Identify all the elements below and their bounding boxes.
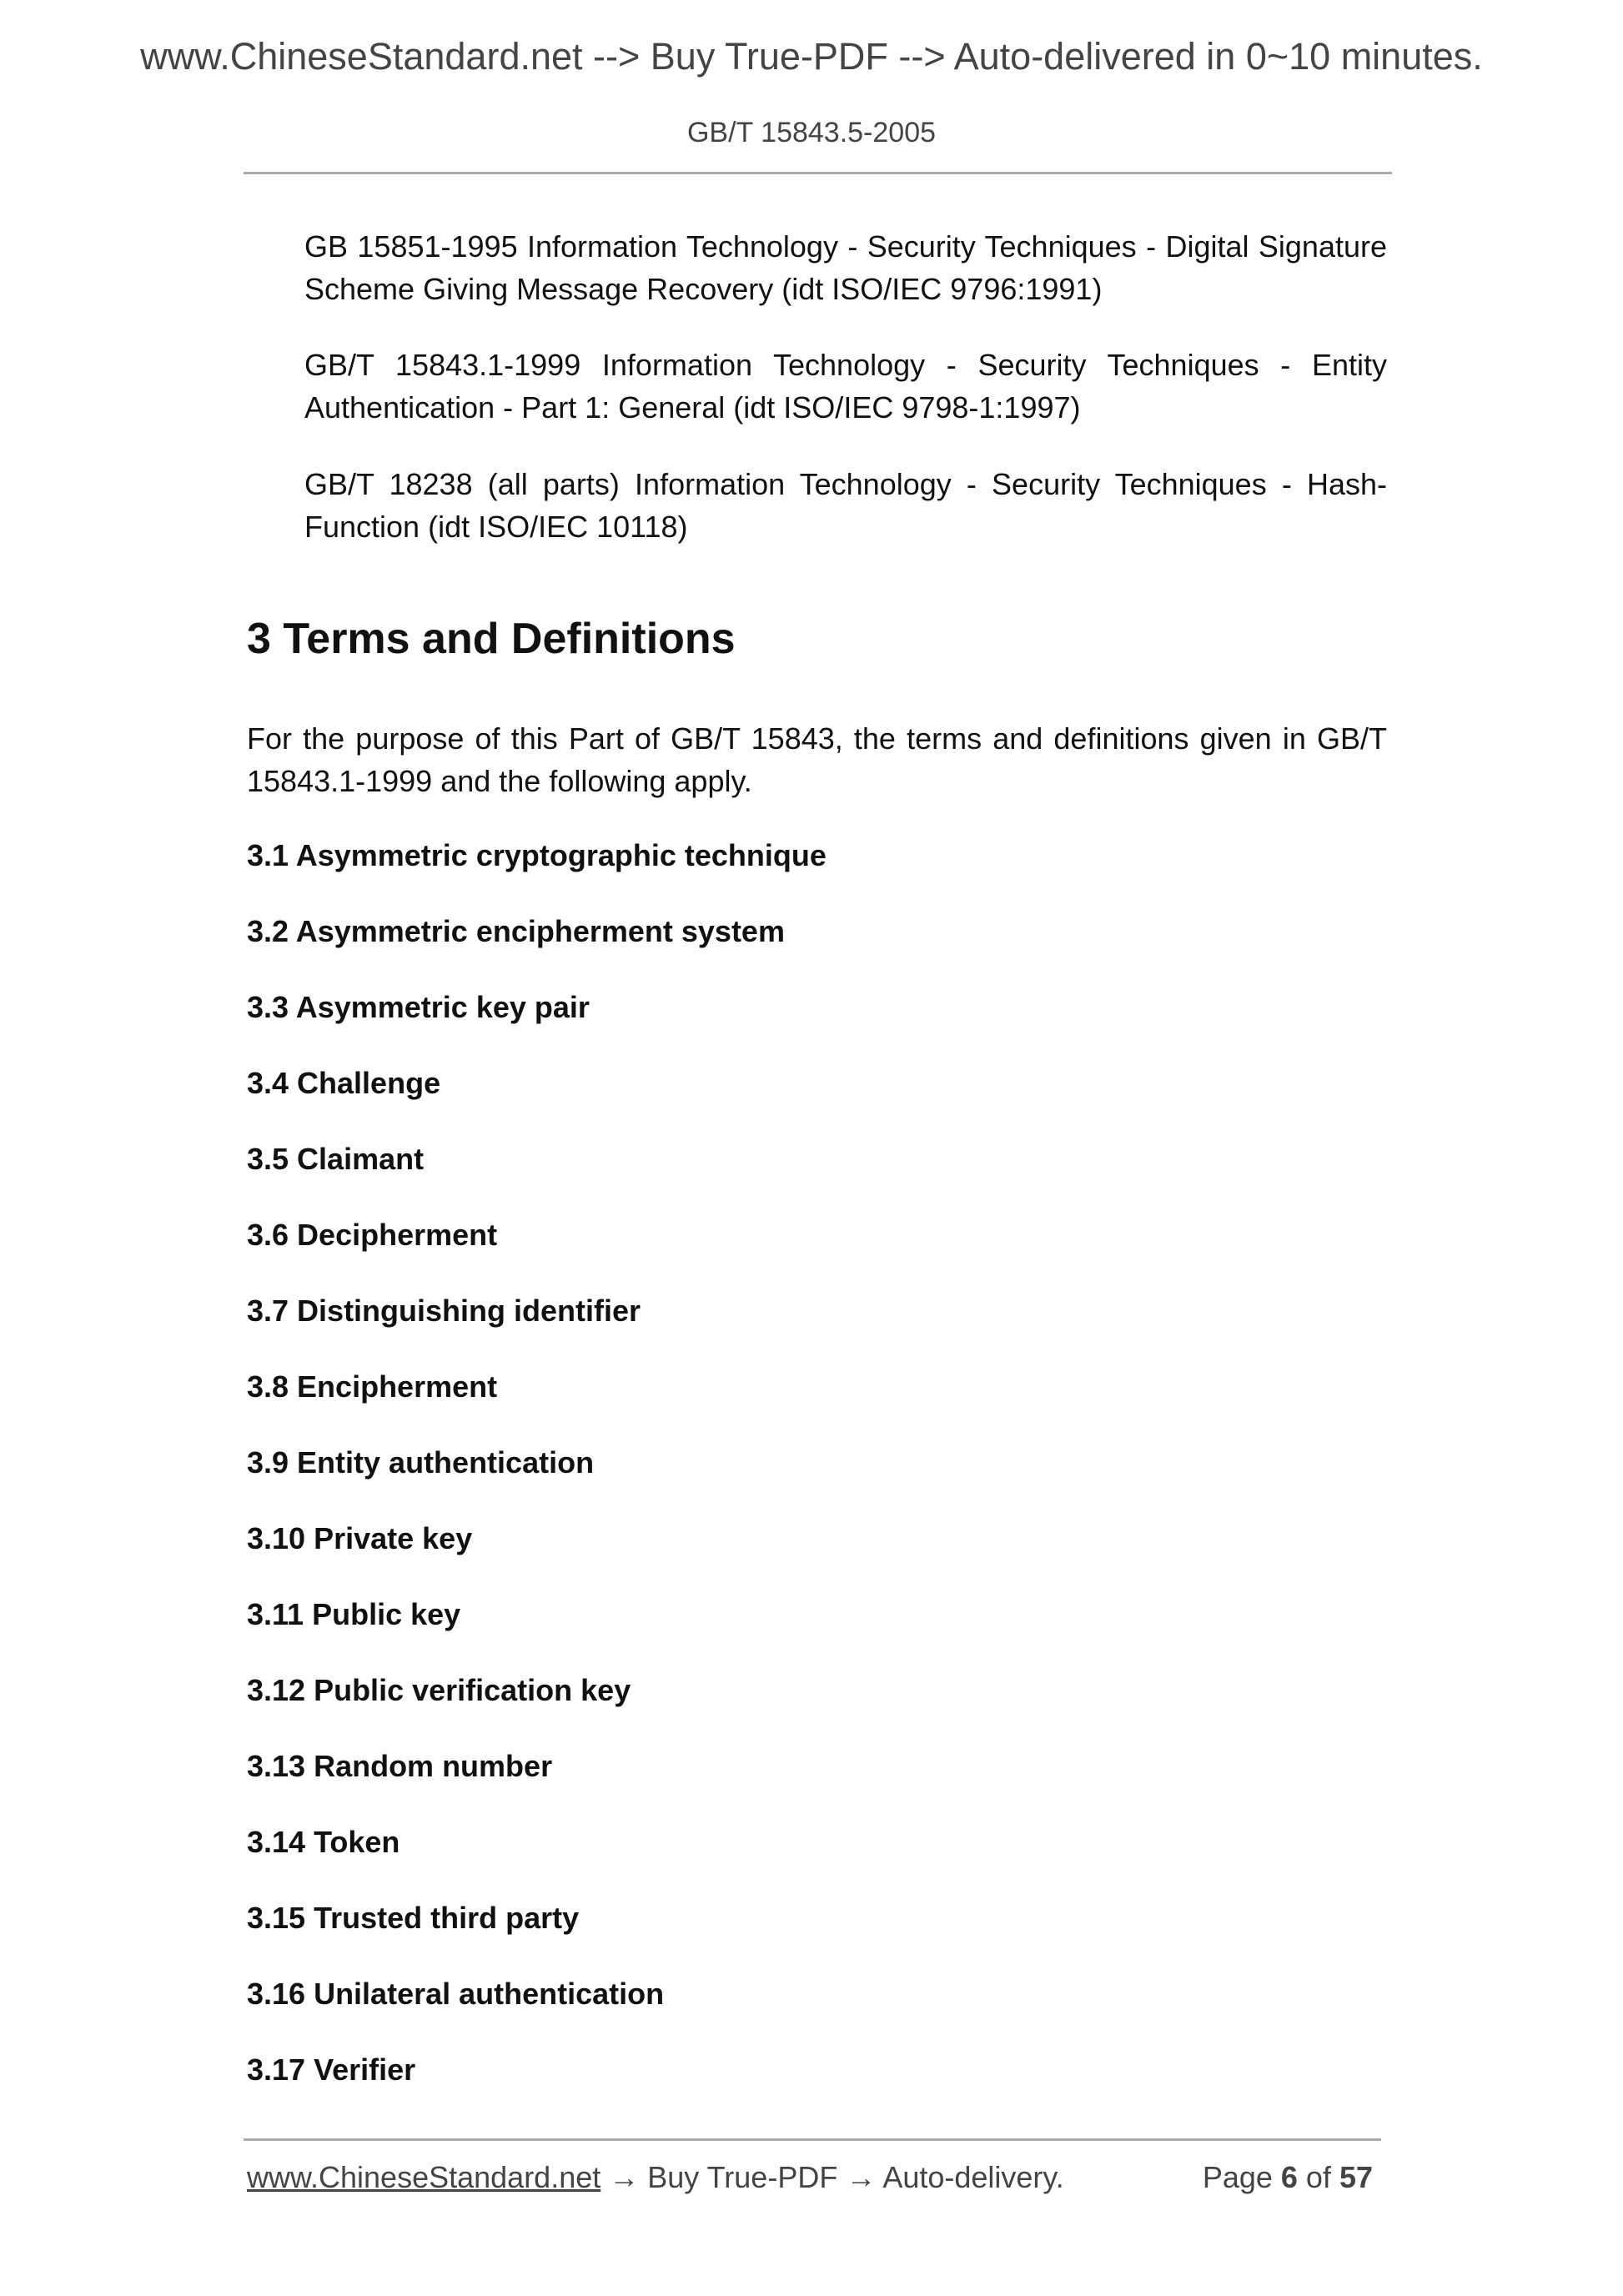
top-banner: www.ChineseStandard.net --> Buy True-PDF --> Auto-delivered in 0~10 minutes.: [140, 35, 1483, 78]
term-heading: 3.16 Unilateral authentication: [247, 1977, 665, 2011]
section-title: 3 Terms and Definitions: [247, 615, 736, 663]
term-heading: 3.9 Entity authentication: [247, 1445, 595, 1480]
term-heading: 3.3 Asymmetric key pair: [247, 990, 590, 1024]
of-label: of: [1305, 2160, 1331, 2194]
term-heading: 3.4 Challenge: [247, 1066, 441, 1100]
header-divider: [244, 172, 1392, 174]
site-link[interactable]: www.ChineseStandard.net: [247, 2160, 601, 2194]
page-indicator: [1203, 2160, 1381, 2195]
footer-tagline: → Buy True-PDF → Auto-delivery.: [600, 2160, 1064, 2194]
term-heading: 3.8 Encipherment: [247, 1369, 498, 1404]
reference-item: GB/T 18238 (all parts) Information Technology - Security Techniques - Hash-Function (idt ISO/IEC 10118): [304, 467, 1387, 544]
section-intro: For the purpose of this Part of GB/T 15843, the terms and definitions given in GB/T 15843.1-1999 and the following apply.: [247, 721, 1387, 798]
reference-item: GB/T 15843.1-1999 Information Technology - Security Techniques - Entity Authentication - Part 1: General (idt ISO/IEC 9798-1:1997): [304, 348, 1387, 425]
term-heading: 3.14 Token: [247, 1825, 400, 1859]
term-heading: 3.10 Private key: [247, 1521, 473, 1555]
term-heading: 3.1 Asymmetric cryptographic technique: [247, 838, 827, 872]
term-heading: 3.13 Random number: [247, 1749, 553, 1783]
term-heading: 3.5 Claimant: [247, 1142, 425, 1176]
footer: [247, 2160, 1381, 2195]
reference-item: GB 15851-1995 Information Technology - Security Techniques - Digital Signature Scheme Giving Message Recovery (idt ISO/IEC 9796:1991): [304, 229, 1387, 306]
term-heading: 3.17 Verifier: [247, 2052, 416, 2087]
page-number: 6: [1280, 2160, 1298, 2194]
page-total: 57: [1339, 2160, 1373, 2194]
term-heading: 3.6 Decipherment: [247, 1218, 498, 1252]
term-heading: 3.11 Public key: [247, 1597, 461, 1631]
term-heading: 3.12 Public verification key: [247, 1673, 631, 1707]
footer-divider: [244, 2138, 1381, 2141]
term-heading: 3.2 Asymmetric encipherment system: [247, 914, 785, 948]
term-heading: 3.7 Distinguishing identifier: [247, 1294, 641, 1328]
page-label: Page: [1202, 2160, 1273, 2194]
document-id: GB/T 15843.5-2005: [686, 117, 937, 148]
term-heading: 3.15 Trusted third party: [247, 1901, 580, 1935]
